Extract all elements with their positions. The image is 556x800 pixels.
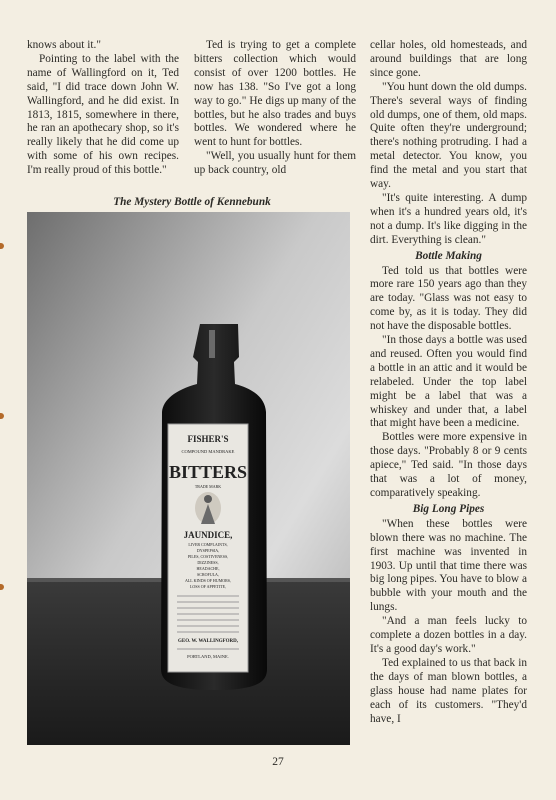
label-line: PILES, COSTIVENESS,: [187, 554, 229, 559]
paragraph: "Well, you usually hunt for them up back country, old: [194, 150, 356, 177]
label-line: SCROFULA,: [197, 572, 219, 577]
label-line: LOSS OF APPETITE,: [189, 584, 227, 589]
label-line: LIVER COMPLAINTS,: [188, 542, 228, 547]
column-3: [370, 39, 527, 726]
label-line: ALL KINDS OF HUMORS,: [184, 578, 232, 583]
label-figure-icon: [195, 492, 221, 524]
label-word: JAUNDICE,: [183, 530, 233, 540]
paragraph: Ted is trying to get a complete bitters collection which would consist of over 1200 bottles. He now has 138. "So I've got a long way to go." He digs up many of the bottles, but he also trades and buys bottles. We wondered where he went to hunt for bottles.: [194, 39, 356, 149]
paragraph: knows about it.": [27, 39, 101, 51]
paragraph: "You hunt down the old dumps. There's several ways of finding old dumps, one of them, old maps. Quite often they're underground; there's nothing protruding. I had a metal detector. You know, you find the metal and you start that way.: [370, 80, 527, 191]
paragraph: Ted explained to us that back in the days of man blown bottles, a glass house had name plates for each of its customers. "They'd have, I: [370, 656, 527, 725]
section-heading: Big Long Pipes: [412, 502, 485, 515]
label-brand: FISHER'S: [187, 434, 229, 444]
section-heading: Bottle Making: [415, 249, 482, 262]
label-place: PORTLAND, MAINE.: [187, 654, 229, 659]
label-line: DYSPEPSIA,: [196, 548, 220, 553]
page-number: 27: [272, 756, 284, 768]
binding-hole: [0, 413, 4, 419]
binding-hole: [0, 584, 4, 590]
column-2: [194, 39, 356, 178]
paragraph: "When these bottles were blown there was no machine. The first machine was invented in 1903. Up until that time there was big long pipes. You have to blow a bubble with your mouth and the lungs.: [370, 517, 527, 614]
label-line: DIZZINESS,: [197, 560, 219, 565]
paragraph: Ted told us that bottles were more rare 150 years ago than they are today. "Glass was not easy to come by, as it is today. They did not have the disposable bottles.: [370, 264, 527, 333]
paragraph: "And a man feels lucky to complete a dozen bottles in a day. It's a good day's work.": [370, 615, 527, 655]
label-sub: COMPOUND MANDRAKE: [181, 449, 235, 454]
label-line: HEADACHE,: [196, 566, 220, 571]
paragraph: cellar holes, old homesteads, and around buildings that are long since gone.: [370, 39, 527, 79]
binding-hole: [0, 243, 4, 249]
label-title: BITTERS: [168, 462, 248, 482]
label-trademark: TRADE MARK: [194, 484, 222, 489]
paragraph: Pointing to the label with the name of Wallingford on it, Ted said, "I did trace down John W. Wallingford, and he did exist. In 1813, 1815, somewhere in there, he ran an apothecary shop, so it's really likely that he did come up with some of his own recipes. I'm really proud of this bottle.": [27, 52, 179, 177]
column-1: [27, 39, 179, 178]
paragraph: "It's quite interesting. A dump when it's a hundred years old, it's not a dump. It's like digging in the dirt. Everything is clean.": [370, 191, 527, 246]
label-maker: GEO. W. WALLINGFORD,: [177, 639, 239, 644]
paragraph: Bottles were more expensive in those days. "Probably 8 or 9 cents apiece," Ted said. "In those days that was a lot of money, comparatively speaking.: [370, 431, 527, 499]
paragraph: "In those days a bottle was used and reused. Often you would find a bottle in an attic and it would be relabeled. Under the top label might be a label that was a whiskey and under that, a label that might have been a medicine.: [370, 334, 527, 430]
bottle-photo: [27, 212, 350, 745]
photo-caption: The Mystery Bottle of Kennebunk: [113, 196, 271, 208]
